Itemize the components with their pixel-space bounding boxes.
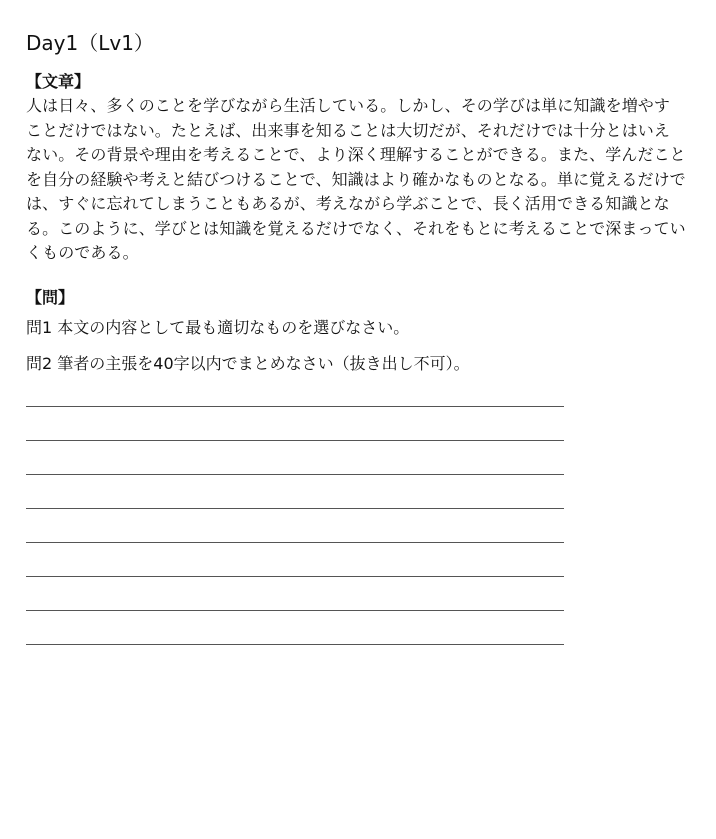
question-2: 問2 筆者の主張を40字以内でまとめなさい（抜き出し不可）。 — [26, 353, 470, 373]
passage-heading: 【文章】 — [26, 72, 91, 91]
answer-line[interactable] — [26, 474, 564, 475]
worksheet — [26, 30, 686, 678]
questions-heading: 【問】 — [26, 287, 75, 307]
answer-line[interactable] — [26, 508, 564, 509]
question-1: 問1 本文の内容として最も適切なものを選びなさい。 — [26, 317, 410, 337]
answer-lines — [26, 406, 564, 645]
passage-text: 人は日々、多くのことを学びながら生活している。しかし、その学びは単に知識を増やすことだけではない。たとえば、出来事を知ることは大切だが、それだけでは十分とはいえない。その背景や理由を考えることで、より深く理解することができる。また、学んだことを自分の経験や考えと結びつけることで、知識はより確かなものとなる。単に覚えるだけでは、すぐに忘れてしまうこともあるが、考えながら学ぶことで、長く活用できる知識となる。このように、学びとは知識を覚えるだけでなく、それをもとに考えることで深まっていくものである。 — [26, 96, 686, 262]
answer-line[interactable] — [26, 406, 564, 407]
answer-line[interactable] — [26, 610, 564, 611]
page-title: Day1（Lv1） — [26, 31, 154, 55]
answer-line[interactable] — [26, 644, 564, 645]
answer-line[interactable] — [26, 576, 564, 577]
answer-line[interactable] — [26, 542, 564, 543]
answer-line[interactable] — [26, 440, 564, 441]
